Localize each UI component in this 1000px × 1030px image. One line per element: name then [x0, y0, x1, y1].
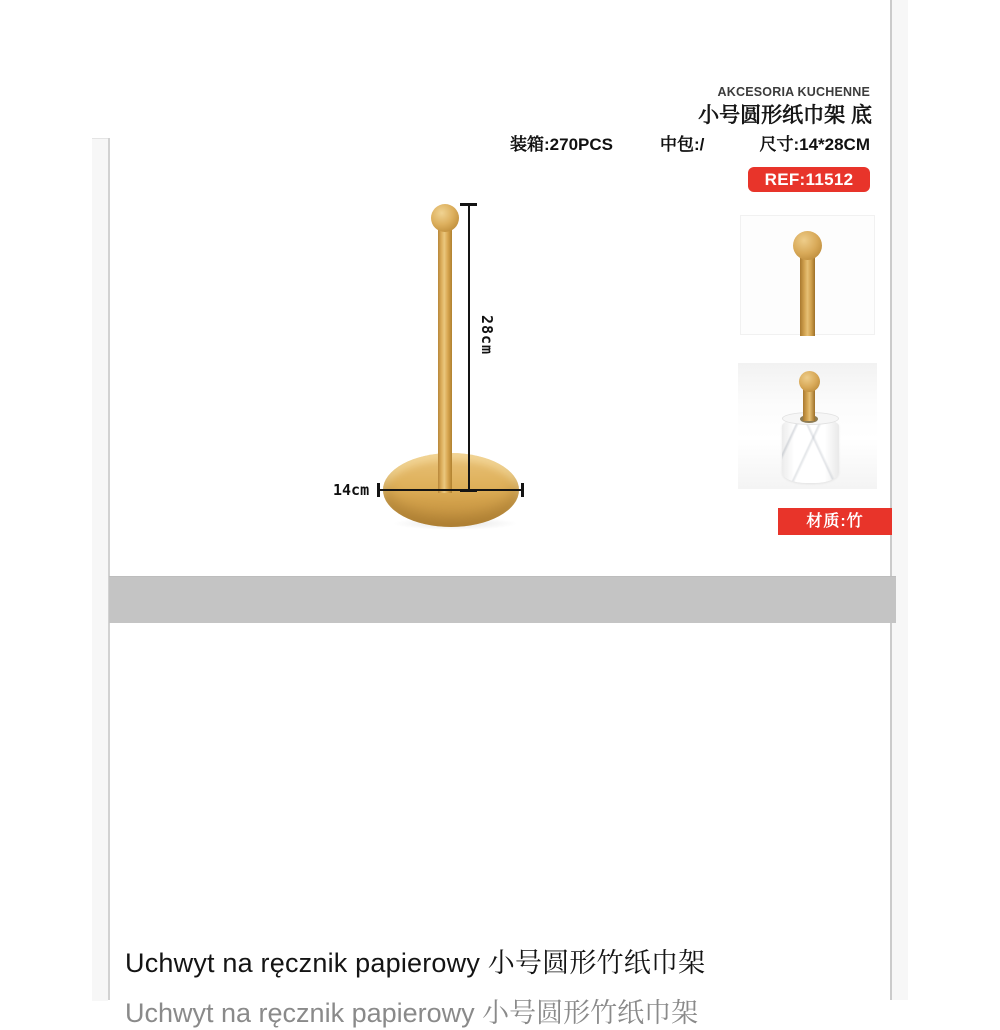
holder-pole	[438, 225, 452, 493]
page-right-gutter	[892, 0, 908, 1000]
page-left-gutter	[92, 138, 108, 1001]
paper-roll-body	[782, 418, 839, 483]
height-dimension-line	[468, 204, 470, 492]
height-dimension-label: 28cm	[478, 314, 496, 356]
material-badge: 材质:竹	[778, 508, 892, 535]
width-dimension-label: 14cm	[333, 481, 370, 499]
page-left-border	[108, 138, 110, 1000]
packing-spec: 装箱:270PCS	[510, 135, 613, 154]
height-dimension-cap-top	[460, 203, 477, 206]
thumbnail-roll-detail	[738, 363, 877, 489]
thumbnail-top-detail	[740, 215, 875, 335]
width-dimension-line	[378, 489, 524, 491]
page-separator-bar	[109, 576, 896, 623]
next-line-cutoff: Uchwyt na ręcznik papierowy 小号圆形竹纸巾架	[125, 998, 699, 1028]
product-name-cn: 小号圆形纸巾架 底	[698, 104, 872, 127]
thumbnail-pole	[800, 257, 815, 336]
thumbnail2-ball	[799, 371, 820, 392]
thumbnail-ball	[793, 231, 822, 260]
category-label: AKCESORIA KUCHENNE	[717, 85, 870, 99]
width-dimension-cap-left	[377, 483, 380, 497]
holder-ball-top	[431, 204, 459, 232]
width-dimension-cap-right	[521, 483, 524, 497]
ref-number-badge: REF:11512	[748, 167, 870, 192]
size-spec: 尺寸:14*28CM	[759, 135, 870, 154]
inner-pack-spec: 中包:/	[660, 135, 705, 154]
thumbnail2-pole	[803, 389, 815, 421]
product-title-footer: Uchwyt na ręcznik papierowy 小号圆形竹纸巾架	[125, 948, 706, 978]
